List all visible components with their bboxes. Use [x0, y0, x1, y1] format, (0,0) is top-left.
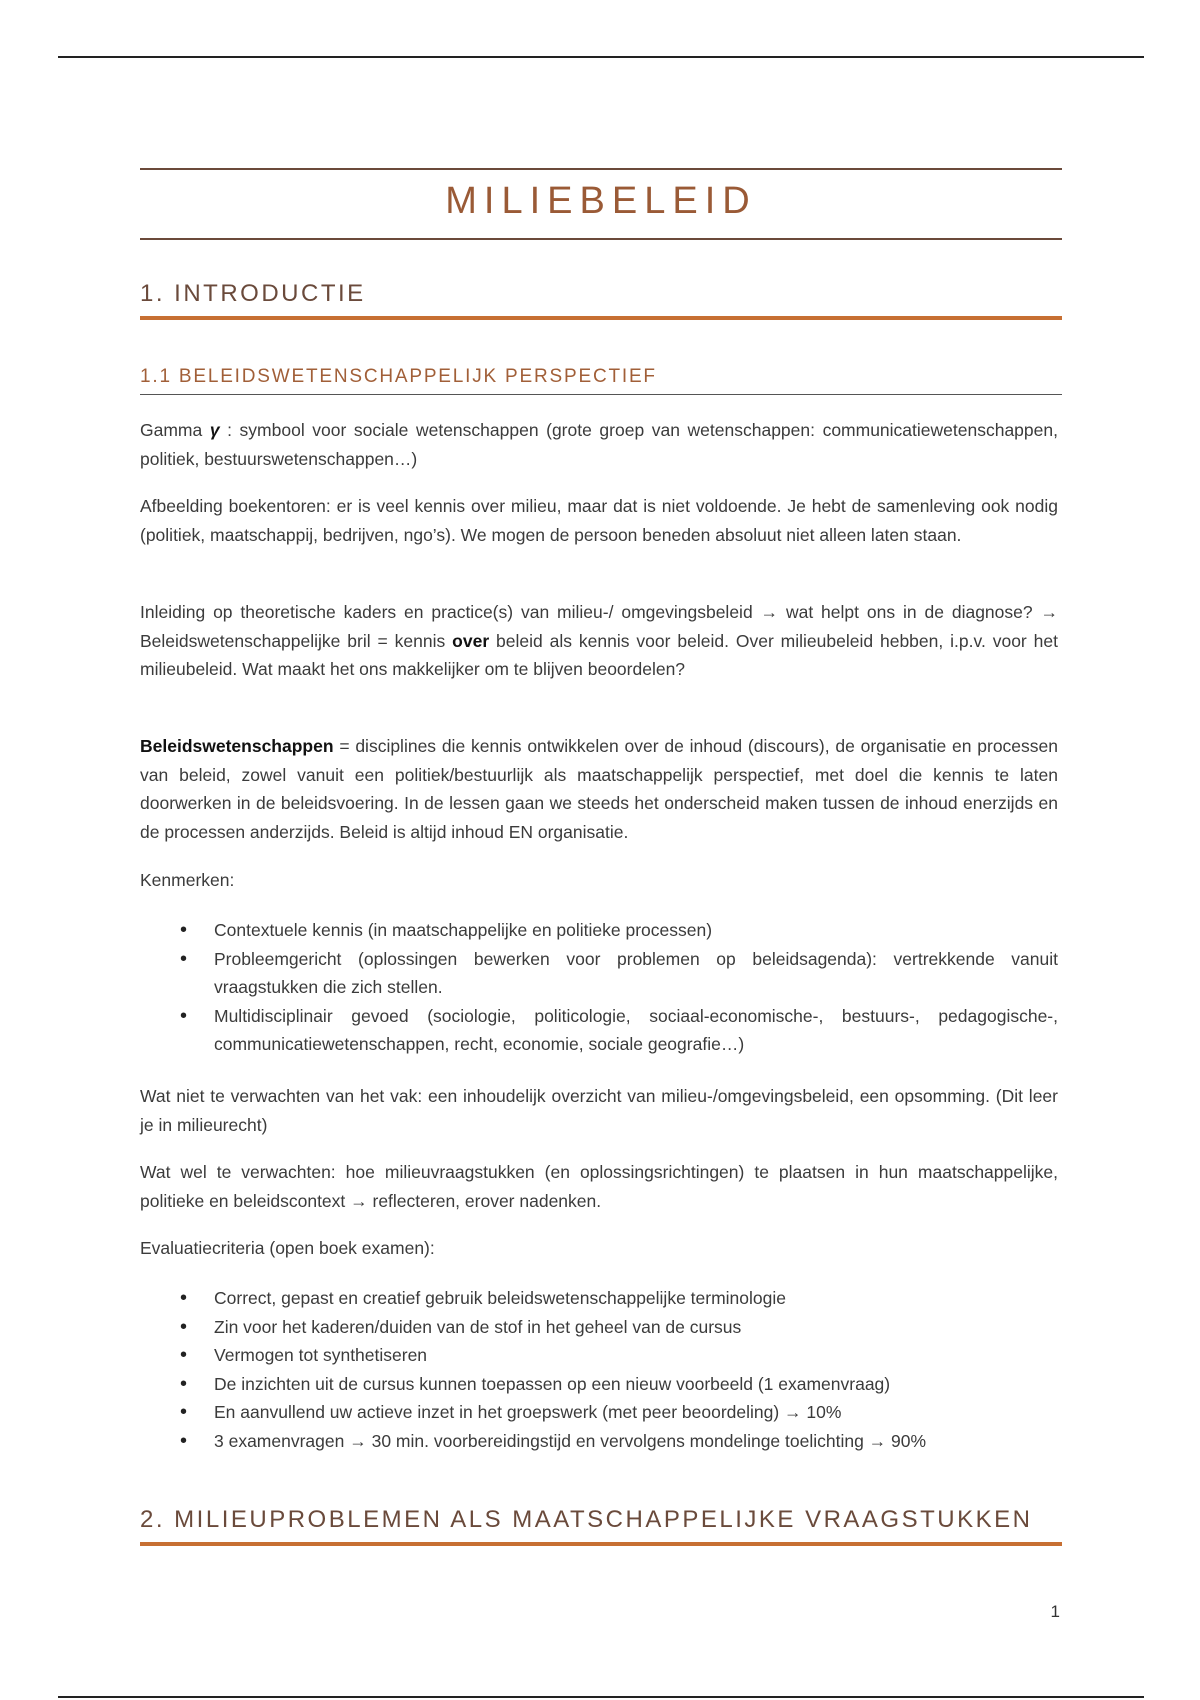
- paragraph-boekentoren: Afbeelding boekentoren: er is veel kennis over milieu, maar dat is niet voldoende. Je hebt de samenleving ook nodig (politiek, maatschappij, bedrijven, ngo’s). We mogen de persoon beneden absoluut niet alleen laten staan.: [140, 496, 1058, 545]
- paragraph-gamma: [140, 416, 1058, 473]
- document-title: MILIEBELEID: [445, 180, 757, 222]
- evaluatie-list: [140, 1284, 1058, 1455]
- definitie-text: = disciplines die kennis ontwikkelen over de inhoud (discours), de organisatie en processen van beleid, zowel vanuit een politiek/bestuurlijk als maatschappelijk perspectief, met doel die kennis te laten doorwerken in de beleidsvoering. In de lessen gaan we steeds het onderscheid maken tussen de inhoud enerzijds en de processen anderzijds. Beleid is altijd inhoud EN organisatie.: [140, 736, 1058, 842]
- kenmerken-label: Kenmerken:: [140, 870, 235, 890]
- paragraph-definitie: [140, 732, 1058, 846]
- list-item: • Correct, gepast en creatief gebruik beleidswetenschappelijke terminologie: [140, 1284, 1058, 1313]
- gamma-symbol: γ: [209, 420, 220, 440]
- title-box: [140, 168, 1062, 240]
- inleiding-bold-over: over: [452, 630, 490, 651]
- section-2-rule: [140, 1542, 1062, 1546]
- inleiding-text-start: Inleiding op theoretische kaders en practice(s) van milieu-/ omgevingsbeleid → wat helpt ons in de diagnose? → Beleidswetenschappelijke bril = kennis: [140, 602, 1058, 651]
- section-1-rule: [140, 316, 1062, 320]
- paragraph-wel-verwachten: Wat wel te verwachten: hoe milieuvraagstukken (en oplossingsrichtingen) te plaatsen in hun maatschappelijke, politieke en beleidscontext → reflecteren, erover nadenken.: [140, 1162, 1058, 1211]
- inleiding-text-end: beleid als kennis voor beleid. Over milieubeleid hebben, i.p.v. voor het milieubeleid. Wat maakt het ons makkelijker om te blijven beoordelen?: [140, 630, 1058, 679]
- gamma-text-start: Gamma: [140, 420, 210, 440]
- footer-rule: [58, 1696, 1144, 1698]
- gamma-text-end: : symbool voor sociale wetenschappen (grote groep van wetenschappen: communicatiewetenschappen, politiek, bestuurswetenschappen…): [140, 420, 1058, 469]
- list-item: • Contextuele kennis (in maatschappelijke en politieke processen): [140, 916, 1058, 945]
- section-2-heading: 2. MILIEUPROBLEMEN ALS MAATSCHAPPELIJKE VRAAGSTUKKEN: [140, 1506, 1033, 1533]
- section-1-heading: 1. INTRODUCTIE: [140, 280, 366, 307]
- evaluatie-label: Evaluatiecriteria (open boek examen):: [140, 1238, 435, 1258]
- list-item: • Probleemgericht (oplossingen bewerken voor problemen op beleidsagenda): vertrekkende vanuit vraagstukken die zich stellen.: [140, 945, 1058, 1002]
- list-item: • De inzichten uit de cursus kunnen toepassen op een nieuw voorbeeld (1 examenvraag): [140, 1370, 1058, 1399]
- list-item: • Vermogen tot synthetiseren: [140, 1341, 1058, 1370]
- list-item: • Zin voor het kaderen/duiden van de stof in het geheel van de cursus: [140, 1313, 1058, 1342]
- header-rule: [58, 56, 1144, 58]
- paragraph-inleiding: [140, 598, 1058, 684]
- subsection-1-1-heading: 1.1 BELEIDSWETENSCHAPPELIJK PERSPECTIEF: [140, 366, 657, 387]
- list-item: • En aanvullend uw actieve inzet in het groepswerk (met peer beoordeling) → 10%: [140, 1398, 1058, 1427]
- list-item: • Multidisciplinair gevoed (sociologie, politicologie, sociaal-economische-, bestuurs-, pedagogische-, communicatiewetenschappen, recht, economie, sociale geografie…): [140, 1002, 1058, 1059]
- kenmerken-list: [140, 916, 1058, 1059]
- subsection-1-1-rule: [140, 394, 1062, 395]
- paragraph-niet-verwachten: Wat niet te verwachten van het vak: een inhoudelijk overzicht van milieu-/omgevingsbeleid, een opsomming. (Dit leer je in milieurecht): [140, 1086, 1058, 1135]
- page-number: 1: [1050, 1602, 1060, 1621]
- definitie-term: Beleidswetenschappen: [140, 736, 334, 756]
- list-item: • 3 examenvragen → 30 min. voorbereidingstijd en vervolgens mondelinge toelichting → 90%: [140, 1427, 1058, 1456]
